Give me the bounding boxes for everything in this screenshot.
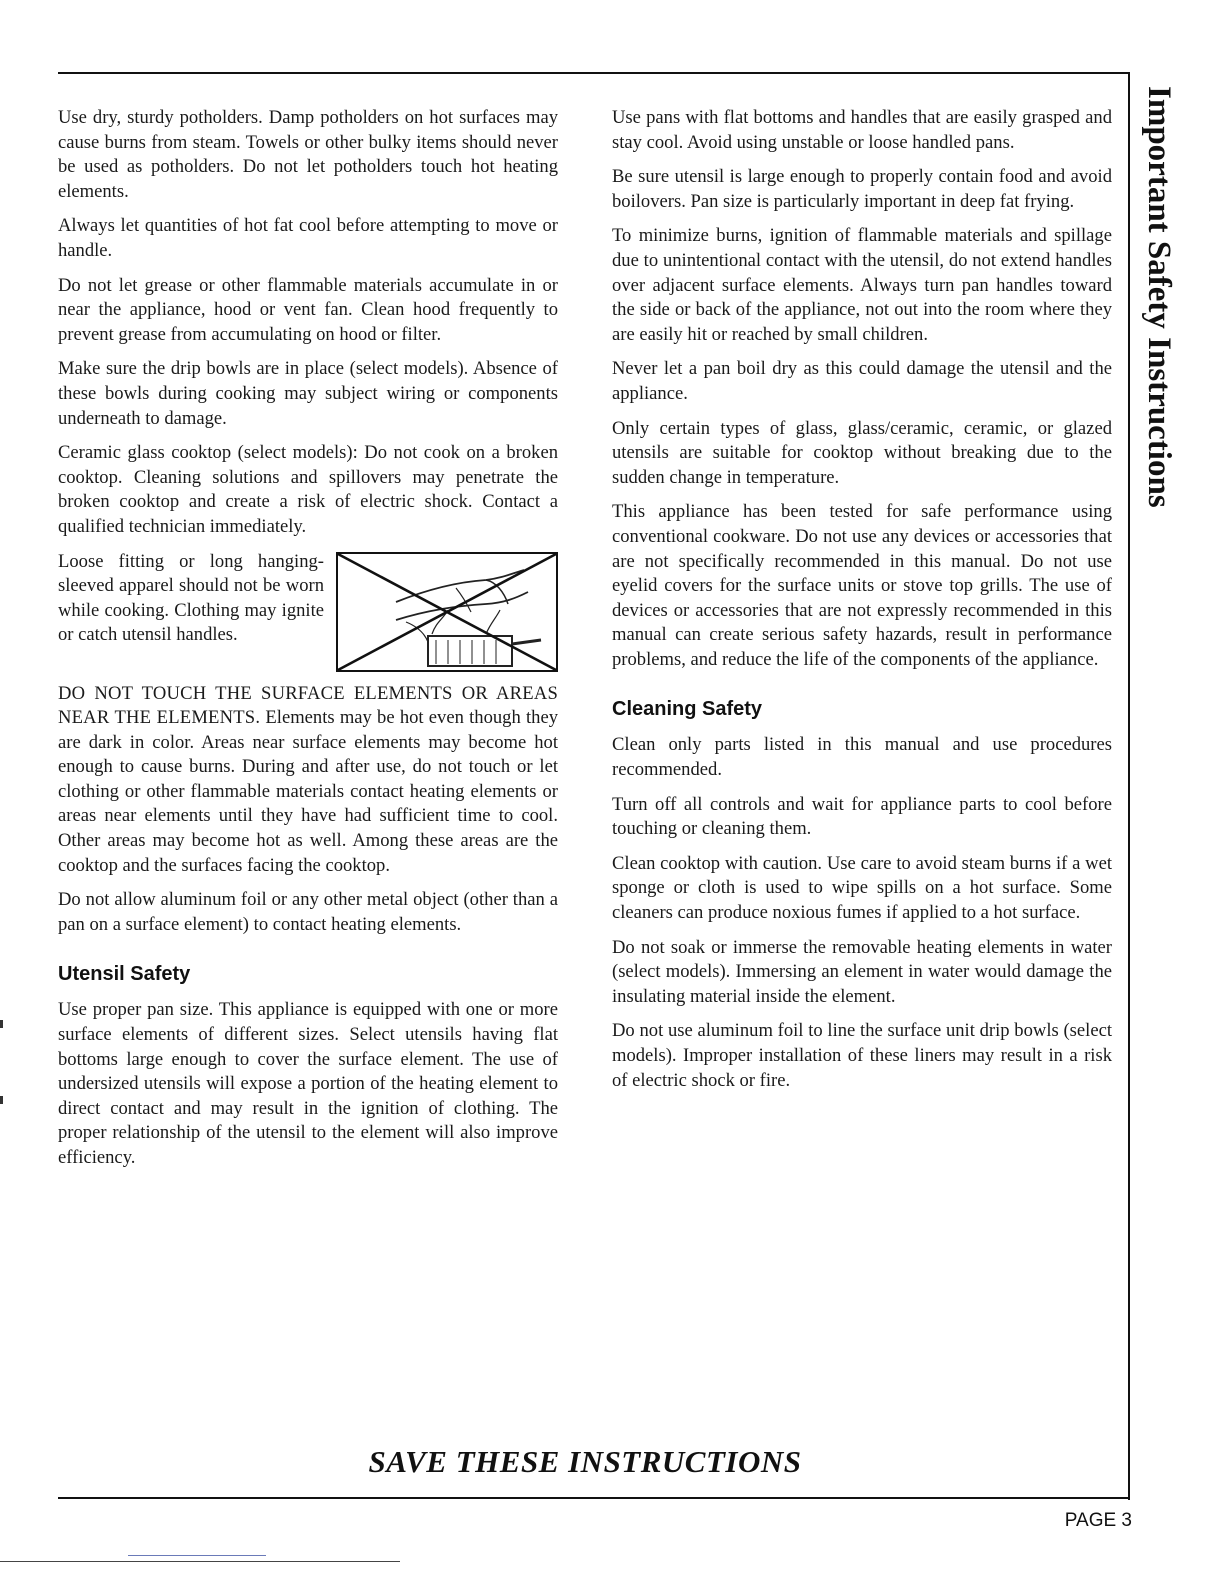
paragraph-drip-bowls: Make sure the drip bowls are in place (select models). Absence of these bowls during cooking may subject wiring or components underneath to damage.	[58, 358, 558, 429]
loose-apparel-block	[58, 550, 558, 678]
paragraph-utensil-size: Be sure utensil is large enough to properly contain food and avoid boilovers. Pan size is particularly important in deep fat frying.	[612, 166, 1112, 212]
paragraph-clean-parts: Clean only parts listed in this manual and use procedures recommended.	[612, 734, 1112, 781]
scan-edge-mark	[0, 1020, 3, 1028]
cleaning-safety-heading: Cleaning Safety	[612, 698, 763, 721]
paragraph-handles: To minimize burns, ignition of flammable materials and spillage due to unintentional contact with the utensil, do not extend handles over adjacent surface elements. Always turn pan handles toward the side or back of the appliance, not out into the room where they are easily hit or reached by small children.	[612, 225, 1112, 345]
save-instructions-banner: SAVE THESE INSTRUCTIONS	[368, 1444, 802, 1479]
right-rule	[1128, 72, 1130, 1500]
sleeve-warning-illustration	[336, 552, 558, 672]
side-section-title: Important Safety Instructions	[1141, 86, 1177, 508]
sleeve-pan-crossed-icon	[336, 552, 558, 672]
scan-edge-rule	[0, 1561, 400, 1562]
paragraph-boil-dry: Never let a pan boil dry as this could damage the utensil and the appliance.	[612, 358, 1112, 404]
surface-warning-text: Elements may be hot even though they are dark in color. Areas near surface elements may become hot enough to cause burns. During and after use, do not touch or let clothing or other flammable materials contact heating elements or areas near elements until they have had sufficient time to cool. Other areas may become hot as well. Among these areas are the cooktop and the surfaces facing the cooktop.	[58, 707, 558, 876]
paragraph-clean-caution: Clean cooktop with caution. Use care to avoid steam burns if a wet sponge or cloth is used to wipe spills on a hot surface. Some cleaners can produce noxious fumes if applied to a hot surface.	[612, 852, 1112, 924]
utensil-safety-heading: Utensil Safety	[58, 963, 191, 986]
paragraph-drip-foil: Do not use aluminum foil to line the surface unit drip bowls (select models). Improper installation of these liners may result in a risk of electric shock or fire.	[612, 1020, 1112, 1091]
paragraph-grease: Do not let grease or other flammable materials accumulate in or near the appliance, hood or vent fan. Clean hood frequently to prevent grease from accumulating on hood or filter.	[58, 274, 558, 345]
paragraph-hot-fat: Always let quantities of hot fat cool before attempting to move or handle.	[58, 215, 558, 261]
scan-edge-rule-blue	[128, 1555, 266, 1556]
paragraph-aluminum-foil: Do not allow aluminum foil or any other metal object (other than a pan on a surface element) to contact heating elements.	[58, 889, 558, 935]
paragraph-loose-apparel: Loose fitting or long hanging-sleeved apparel should not be worn while cooking. Clothing may ignite or catch utensil handles.	[58, 550, 324, 646]
paragraph-ceramic-glass: Ceramic glass cooktop (select models): Do not cook on a broken cooktop. Cleaning solutions and spillovers may penetrate the broken cooktop and create a risk of electric shock. Contact a qualified technician immediately.	[58, 442, 558, 537]
scan-edge-mark	[0, 1096, 3, 1104]
right-column	[612, 106, 1112, 1103]
paragraph-turn-off: Turn off all controls and wait for appliance parts to cool before touching or cleaning them.	[612, 793, 1112, 840]
surface-warning-caps: DO NOT TOUCH THE SURFACE ELEMENTS OR AREAS NEAR THE ELEMENTS.	[58, 682, 558, 729]
paragraph-surface-elements	[58, 682, 558, 879]
paragraph-glass-utensils: Only certain types of glass, glass/ceramic, ceramic, or glazed utensils are suitable for cooktop without breaking due to the sudden change in temperature.	[612, 417, 1112, 488]
bottom-rule	[58, 1497, 1130, 1499]
paragraph-pan-size: Use proper pan size. This appliance is equipped with one or more surface elements of different sizes. Select utensils having flat bottoms large enough to cover the surface element. The use of undersized utensils will expose a portion of the heating element to direct contact and may result in the ignition of clothing. The proper relationship of the utensil to the element will also improve efficiency.	[58, 999, 558, 1168]
paragraph-no-soak: Do not soak or immerse the removable heating elements in water (select models). Immersing an element in water would damage the insulating material inside the element.	[612, 936, 1112, 1007]
paragraph-potholders: Use dry, sturdy potholders. Damp potholders on hot surfaces may cause burns from steam. Towels or other bulky items should never be used as potholders. Do not let potholders touch hot heating elements.	[58, 107, 558, 202]
paragraph-flat-bottoms: Use pans with flat bottoms and handles that are easily grasped and stay cool. Avoid using unstable or loose handled pans.	[612, 107, 1112, 153]
top-rule	[58, 72, 1130, 74]
paragraph-cookware: This appliance has been tested for safe performance using conventional cookware. Do not use any devices or accessories that are not specifically recommended in this manual. Do not use eyelid covers for the surface units or stove top grills. The use of devices or accessories that are not expressly recommended in this manual can create serious safety hazards, result in performance problems, and reduce the life of the components of the appliance.	[612, 501, 1112, 670]
left-column	[58, 106, 558, 1181]
page-number: PAGE 3	[1064, 1510, 1132, 1531]
